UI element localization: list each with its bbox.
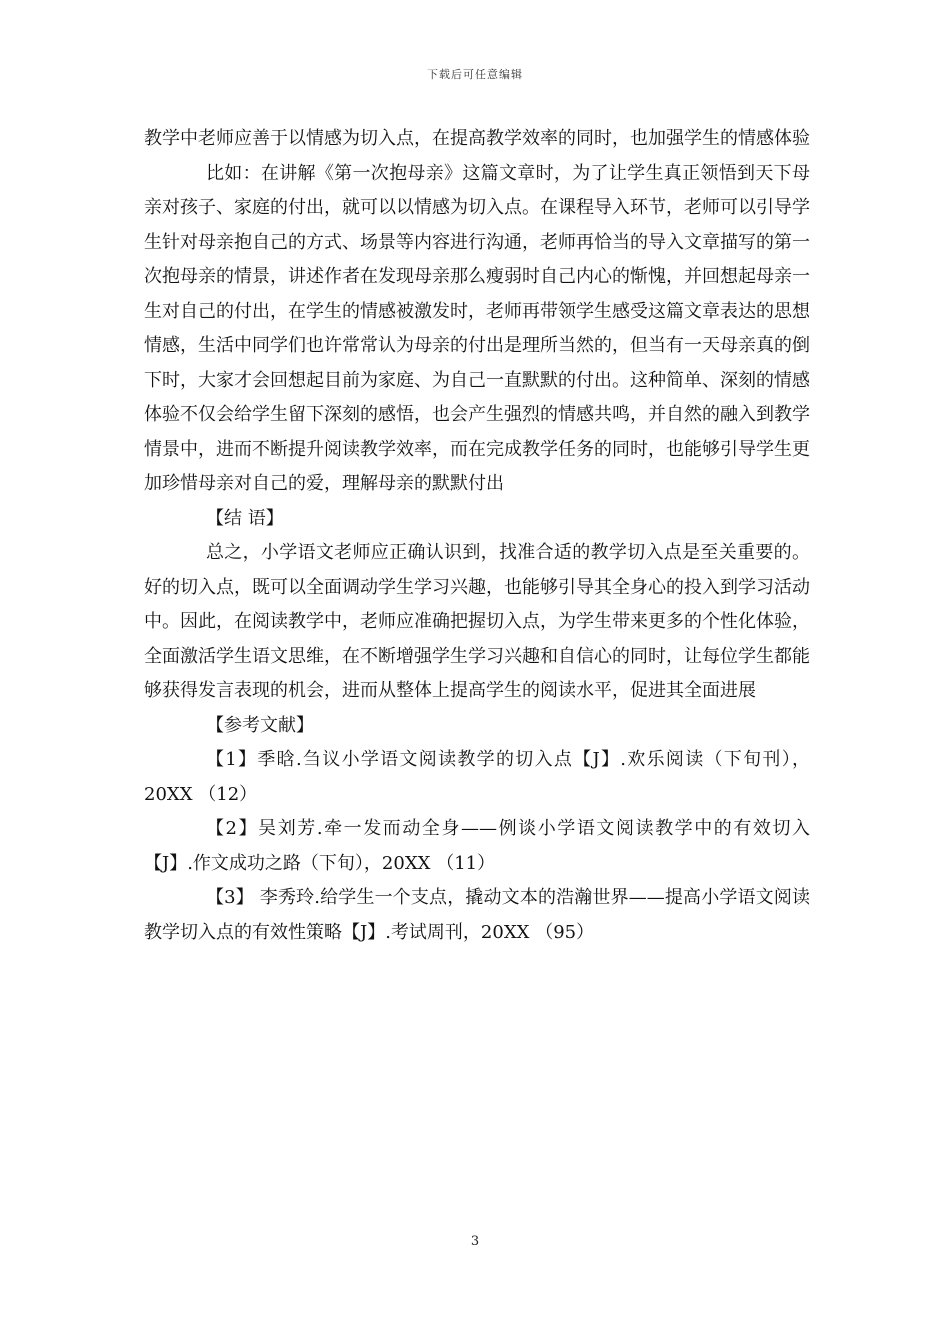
conclusion-paragraph: 总之，小学语文老师应正确认识到，找准合适的教学切入点是至关重要的。好的切入点，既可以全面调动学生学习兴趣，也能够引导其全身心的投入到学习活动中。因此，在阅读教学中，老师应准确把握切入点，为学生带来更多的个性化体验，全面激活学生语文思维，在不断增强学生学习兴趣和自信心的同时，让每位学生都能够获得发言表现的机会，进而从整体上提高学生的阅读水平，促进其全面进展 bbox=[144, 542, 810, 701]
paragraph-intro: 教学中老师应善于以情感为切入点，在提高教学效率的同时，也加强学生的情感体验 bbox=[144, 128, 810, 149]
paragraph-example: 比如：在讲解《第一次抱母亲》这篇文章时，为了让学生真正领悟到天下母亲对孩子、家庭的付出，就可以以情感为切入点。在课程导入环节，老师可以引导学生针对母亲抱自己的方式、场景等内容进行沟通，老师再恰当的导入文章描写的第一次抱母亲的情景，讲述作者在发现母亲那么瘦弱时自己内心的惭愧，并回想起母亲一生对自己的付出，在学生的情感被激发时，老师再带领学生感受这篇文章表达的思想情感，生活中同学们也许常常认为母亲的付出是理所当然的，但当有一天母亲真的倒下时，大家才会回想起目前为家庭、为自己一直默默的付出。这种简单、深刻的情感体验不仅会给学生留下深刻的感悟，也会产生强烈的情感共鸣，并自然的融入到教学情景中，进而不断提升阅读教学效率，而在完成教学任务的同时，也能够引导学生更加珍惜母亲对自己的爱，理解母亲的默默付出 bbox=[144, 162, 810, 494]
reference-item: 【2】吴刘芳.牵一发而动全身——例谈小学语文阅读教学中的有效切入【J】.作文成功之路（下旬），20XX （11） bbox=[144, 818, 810, 874]
references-heading: 【参考文献】 bbox=[206, 714, 314, 736]
conclusion-heading: 【结 语】 bbox=[206, 507, 284, 529]
page-header: 下载后可任意编辑 bbox=[427, 68, 523, 81]
document-body bbox=[144, 122, 810, 950]
reference-item: 【3】 李秀玲.给学生一个支点，撬动文本的浩瀚世界——提高小学语文阅读教学切入点的有效性策略【J】.考试周刊，20XX （95） bbox=[144, 887, 810, 943]
page-number: 3 bbox=[470, 1234, 480, 1249]
reference-item: 【1】季晗.刍议小学语文阅读教学的切入点【J】.欢乐阅读（下旬刊），20XX （12） bbox=[144, 749, 810, 805]
